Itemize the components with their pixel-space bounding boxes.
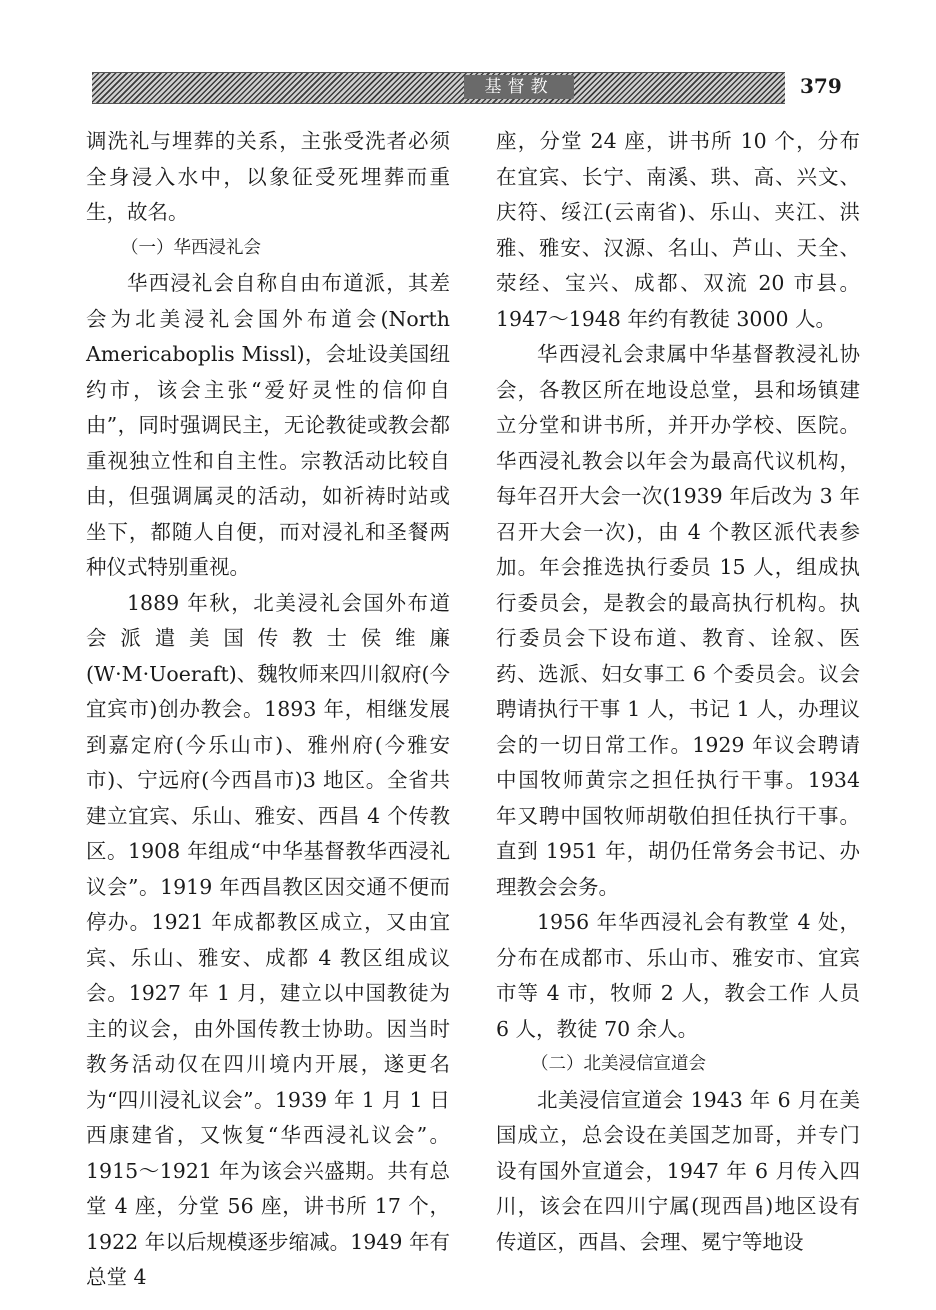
paragraph: 1889 年秋，北美浸礼会国外布道会派遣美国传教士侯维廉(W·M·Uoeraft)、魏牧师来四川叙府(今宜宾市)创办教会。1893 年，相继发展到嘉定府(今乐山市)、雅州府(今雅安市)、宁远府(今西昌市)3 地区。全省共建立宜宾、乐山、雅安、西昌 4 个传教区。1908 年组成“中华基督教华西浸礼议会”。1919 年西昌教区因交通不便而停办。1921 年成都教区成立，又由宜宾、乐山、雅安、成都 4 教区组成议会。1927 年 1 月，建立以中国教徒为主的议会，由外国传教士协助。因当时教务活动仅在四川境内开展，遂更名为“四川浸礼议会”。1939 年 1 月 1 日西康建省，又恢复“华西浸礼议会”。1915～1921 年为该会兴盛期。共有总堂 4 座，分堂 56 座，讲书所 17 个，1922 年以后规模逐步缩减。1949 年有总堂 4: [86, 590, 450, 1289]
paragraph: 座，分堂 24 座，讲书所 10 个，分布在宜宾、长宁、南溪、珙、高、兴文、庆符、绥江(云南省)、乐山、夹江、洪雅、雅安、汉源、名山、芦山、天全、荥经、宝兴、成都、双流 20 市县。1947～1948 年约有教徒 3000 人。: [496, 129, 860, 331]
running-header-bar: [92, 72, 785, 104]
left-column: [86, 124, 450, 1296]
paragraph: 北美浸信宣道会 1943 年 6 月在美国成立，总会设在美国芝加哥，并专门设有国外宣道会，1947 年 6 月传入四川，该会在四川宁属(现西昌)地区设有传道区，西昌、会理、冕宁等地设: [496, 1087, 860, 1254]
right-column: [496, 124, 860, 1260]
section-heading: （二）北美浸信宣道会: [531, 1054, 706, 1074]
paragraph: 华西浸礼会隶属中华基督教浸礼协会，各教区所在地设总堂，县和场镇建立分堂和讲书所，并开办学校、医院。华西浸礼教会以年会为最高代议机构，每年召开大会一次(1939 年后改为 3 年召开大会一次)，由 4 个教区派代表参加。年会推选执行委员 15 人，组成执行委员会，是教会的最高执行机构。执行委员会下设布道、教育、诠叙、医药、选派、妇女事工 6 个委员会。议会聘请执行干事 1 人，书记 1 人，办理议会的一切日常工作。1929 年议会聘请中国牧师黄宗之担任执行干事。1934 年又聘中国牧师胡敬伯担任执行干事。直到 1951 年，胡仍任常务会书记、办理教会会务。: [496, 342, 860, 899]
paragraph: 华西浸礼会自称自由布道派，其差会为北美浸礼会国外布道会(North Americaboplis Missl)，会址设美国纽约市，该会主张“爱好灵性的信仰自由”，同时强调民主，无论教徒或教会都重视独立性和自主性。宗教活动比较自由，但强调属灵的活动，如祈祷时站或坐下，都随人自便，而对浸礼和圣餐两种仪式特别重视。: [86, 271, 450, 579]
running-header-title: 基督教: [464, 75, 574, 99]
section-heading: （一）华西浸礼会: [121, 237, 261, 258]
paragraph: 1956 年华西浸礼会有教堂 4 处，分布在成都市、乐山市、雅安市、宜宾市等 4 市，牧师 2 人，教会工作 人员 6 人，教徒 70 余人。: [496, 910, 860, 1041]
page-number: 379: [800, 74, 842, 98]
paragraph: 调洗礼与埋葬的关系，主张受洗者必须全身浸入水中，以象征受死埋葬而重生，故名。: [86, 129, 450, 224]
